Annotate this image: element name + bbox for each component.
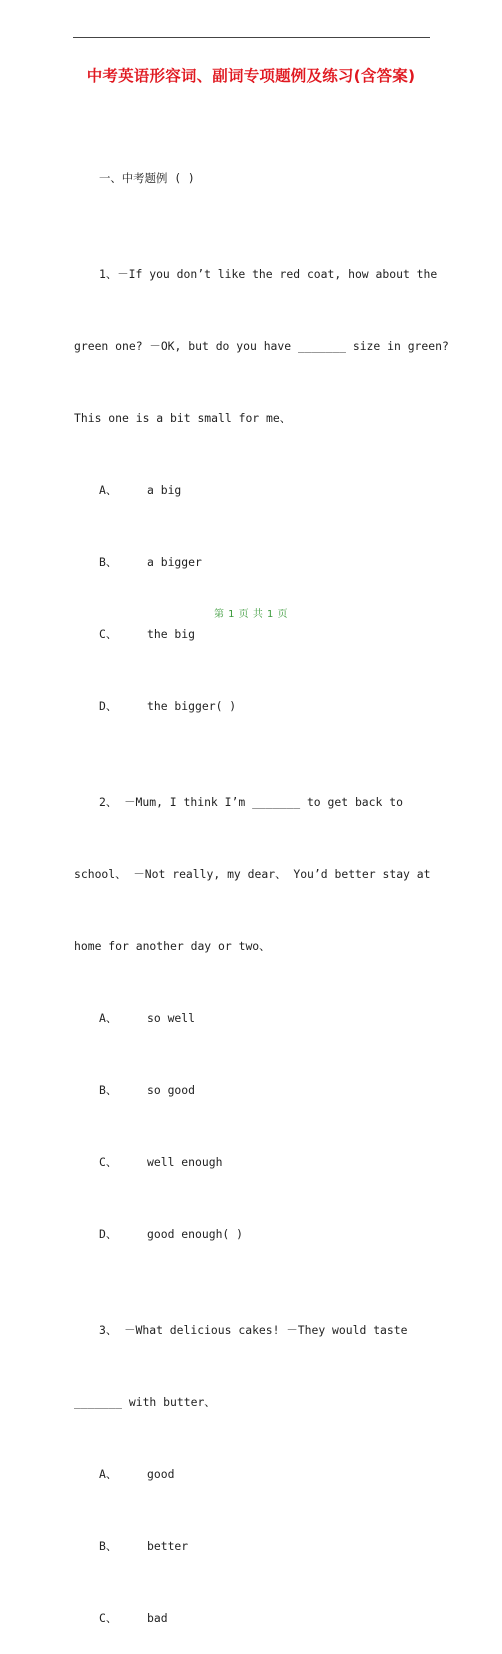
page-footer: 第 1 页 共 1 页	[213, 609, 289, 620]
option-text: better	[147, 1539, 189, 1553]
option-text: well enough	[147, 1155, 223, 1169]
option-text: a bigger	[147, 555, 202, 569]
q1-line1: 1、－If you don’t like the red coat, how about the	[99, 267, 438, 281]
q2-option-c	[74, 1150, 434, 1174]
option-text: good	[147, 1467, 175, 1481]
option-label: C、	[99, 1155, 118, 1169]
q3-option-c	[74, 1606, 434, 1630]
option-text: good enough( )	[147, 1227, 244, 1241]
q2-option-a	[74, 1006, 434, 1030]
q1-line3: This one is a bit small for me、	[74, 411, 292, 425]
document-body	[74, 118, 449, 1654]
option-label: D、	[99, 1227, 118, 1241]
section-heading: 一、中考题例 ( )	[99, 171, 195, 185]
option-label: B、	[99, 555, 118, 569]
option-text: so well	[147, 1011, 196, 1025]
q1-option-b	[74, 550, 434, 574]
q2-option-b	[74, 1078, 434, 1102]
q3-option-b	[74, 1534, 434, 1558]
q2-line1: 2、 －Mum, I think I’m _______ to get back to	[99, 795, 403, 809]
q2-option-d	[74, 1222, 434, 1246]
document-title: 中考英语形容词、副词专项题例及练习(含答案)	[86, 67, 416, 85]
q1-option-d	[74, 694, 434, 718]
option-text: so good	[147, 1083, 196, 1097]
option-label: B、	[99, 1083, 118, 1097]
option-text: the big	[147, 627, 196, 641]
option-label: A、	[99, 1467, 118, 1481]
q1-line2: green one? －OK, but do you have _______ size in green?	[74, 339, 449, 353]
option-label: C、	[99, 1611, 118, 1625]
option-text: a big	[147, 483, 182, 497]
header-rule	[73, 37, 430, 38]
q1-option-a	[74, 478, 434, 502]
option-label: B、	[99, 1539, 118, 1553]
option-label: C、	[99, 627, 118, 641]
option-label: D、	[99, 699, 118, 713]
q3-option-a	[74, 1462, 434, 1486]
option-label: A、	[99, 483, 118, 497]
option-text: the bigger( )	[147, 699, 237, 713]
q3-line2: _______ with butter、	[74, 1395, 216, 1409]
q3-line1: 3、 －What delicious cakes! －They would taste	[99, 1323, 408, 1337]
q2-line3: home for another day or two、	[74, 939, 271, 953]
option-text: bad	[147, 1611, 168, 1625]
q2-line2: school、 －Not really, my dear、 You’d better stay at	[74, 867, 431, 881]
q1-option-c	[74, 622, 434, 646]
option-label: A、	[99, 1011, 118, 1025]
